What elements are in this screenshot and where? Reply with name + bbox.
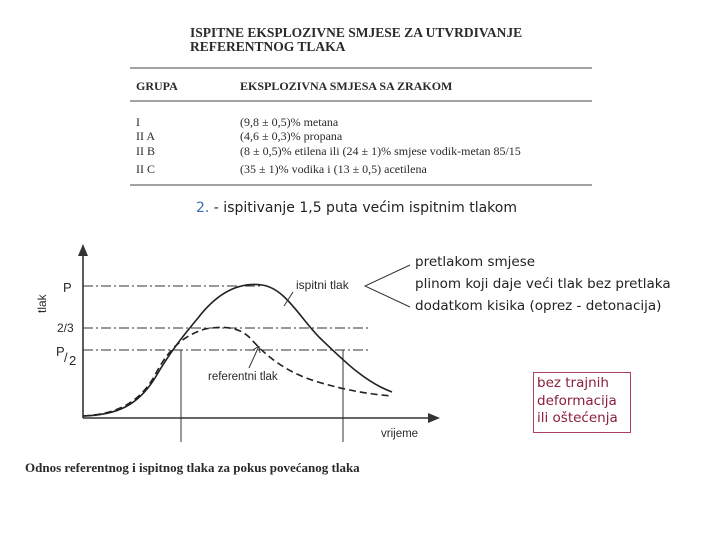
- label-p: P: [63, 280, 72, 295]
- pressure-graph: [35, 244, 440, 442]
- note-item: plinom koji daje veći tlak bez pretlaka: [415, 276, 671, 292]
- box-note-line: ili oštećenja: [537, 410, 618, 426]
- table-row-group: II A: [136, 129, 155, 143]
- box-note-line: bez trajnih: [537, 375, 609, 391]
- mixture-table: [130, 25, 592, 185]
- x-axis-label: vrijeme: [381, 428, 419, 440]
- leader-ref-label-arrow-icon: [249, 346, 260, 368]
- table-header-mixture: EKSPLOZIVNA SMJESA SA ZRAKOM: [240, 79, 453, 93]
- table-row-group: I: [136, 115, 140, 129]
- table-title-line2: REFERENTNOG TLAKA: [190, 39, 346, 54]
- bracket-chevron-icon: [365, 265, 410, 307]
- method-number: 2.: [196, 200, 210, 216]
- table-header-group: GRUPA: [136, 79, 178, 93]
- table-row-group: II B: [136, 144, 155, 158]
- box-note-line: deformacija: [537, 392, 617, 409]
- note-item: pretlakom smjese: [415, 254, 536, 270]
- y-axis-arrow-icon: [78, 244, 88, 256]
- label-p-half-denominator: 2: [69, 353, 77, 368]
- curve-test-label: ispitni tlak: [296, 278, 349, 292]
- table-row-group: II C: [136, 162, 155, 176]
- label-p-half-numerator: P: [56, 344, 65, 359]
- table-row-mixture: (8 ± 0,5)% etilena ili (24 ± 1)% smjese vodik-metan 85/15: [240, 144, 521, 158]
- method-text: - ispitivanje 1,5 puta većim ispitnim tlakom: [209, 200, 517, 216]
- label-p-half-slash: /: [64, 350, 68, 365]
- graph-caption: Odnos referentnog i ispitnog tlaka za pokus povećanog tlaka: [25, 460, 360, 475]
- label-two-thirds: 2/3: [57, 321, 74, 335]
- deformation-note-box: [533, 372, 631, 433]
- table-row-mixture: (35 ± 1)% vodika i (13 ± 0,5) acetilena: [240, 162, 427, 176]
- method-caption: [196, 200, 517, 216]
- x-axis-arrow-icon: [428, 413, 440, 423]
- y-axis-label: tlak: [35, 294, 49, 313]
- table-row-mixture: (4,6 ± 0,3)% propana: [240, 129, 343, 143]
- curve-ref-label: referentni tlak: [208, 371, 278, 383]
- note-item: dodatkom kisika (oprez - detonacija): [415, 298, 662, 314]
- table-row-mixture: (9,8 ± 0,5)% metana: [240, 115, 339, 129]
- curve-test-pressure: [83, 284, 392, 416]
- table-title-line1: ISPITNE EKSPLOZIVNE SMJESE ZA UTVRDIVANJE: [190, 25, 523, 40]
- notes-list: [415, 251, 671, 317]
